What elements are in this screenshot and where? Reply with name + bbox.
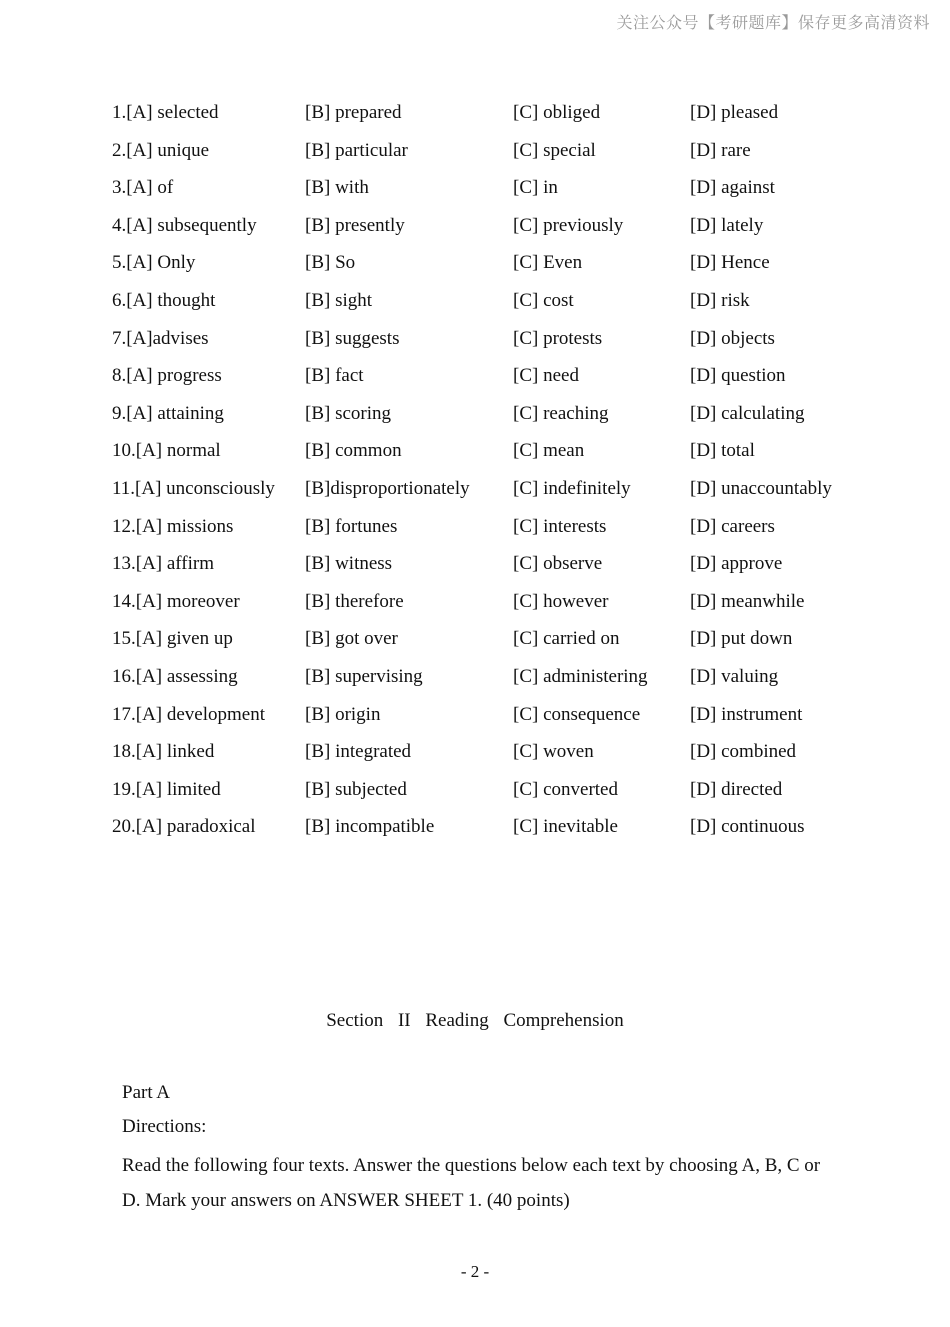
option-row-17 bbox=[112, 700, 872, 738]
option-c: [C] however bbox=[513, 590, 609, 612]
option-c: [C] in bbox=[513, 177, 558, 199]
option-row-16 bbox=[112, 662, 872, 700]
option-a: 8.[A] progress bbox=[112, 365, 222, 387]
option-c: [C] reaching bbox=[513, 402, 609, 424]
option-a: 19.[A] limited bbox=[112, 778, 221, 800]
option-c: [C] mean bbox=[513, 440, 585, 462]
option-row-15 bbox=[112, 624, 872, 662]
watermark-text: 关注公众号【考研题库】保存更多高清资料 bbox=[616, 13, 930, 32]
option-c: [C] indefinitely bbox=[513, 477, 631, 499]
option-b: [B] So bbox=[305, 252, 356, 274]
option-row-7 bbox=[112, 324, 872, 362]
option-b: [B] presently bbox=[305, 214, 405, 236]
option-b: [B] origin bbox=[305, 703, 381, 725]
option-b: [B] integrated bbox=[305, 741, 412, 763]
option-c: [C] Even bbox=[513, 252, 583, 274]
option-row-10 bbox=[112, 436, 872, 474]
option-d: [D] rare bbox=[690, 139, 751, 161]
option-c: [C] carried on bbox=[513, 628, 620, 650]
option-d: [D] Hence bbox=[690, 252, 770, 274]
option-a: 9.[A] attaining bbox=[112, 402, 224, 424]
option-row-6 bbox=[112, 286, 872, 324]
option-d: [D] risk bbox=[690, 289, 750, 311]
option-d: [D] continuous bbox=[690, 816, 805, 838]
option-row-20 bbox=[112, 812, 872, 850]
option-d: [D] unaccountably bbox=[690, 477, 832, 499]
option-row-4 bbox=[112, 211, 872, 249]
options-table bbox=[112, 98, 872, 850]
instructions-paragraph: Read the following four texts. Answer the questions below each text by choosing A, B, C or D. Mark your answers on ANSWER SHEET 1. (40 points) bbox=[122, 1155, 821, 1211]
option-d: [D] total bbox=[690, 440, 755, 462]
option-row-2 bbox=[112, 136, 872, 174]
option-d: [D] combined bbox=[690, 741, 797, 763]
option-c: [C] consequence bbox=[513, 703, 641, 725]
option-row-19 bbox=[112, 775, 872, 813]
option-row-14 bbox=[112, 587, 872, 625]
option-a: 20.[A] paradoxical bbox=[112, 816, 256, 838]
option-b: [B] supervising bbox=[305, 665, 423, 687]
option-d: [D] directed bbox=[690, 778, 783, 800]
option-d: [D] put down bbox=[690, 628, 793, 650]
option-a: 10.[A] normal bbox=[112, 440, 221, 462]
option-d: [D] objects bbox=[690, 327, 775, 349]
option-d: [D] question bbox=[690, 365, 786, 387]
option-b: [B] common bbox=[305, 440, 402, 462]
option-b: [B]disproportionately bbox=[305, 477, 470, 499]
option-row-5 bbox=[112, 248, 872, 286]
option-a: 5.[A] Only bbox=[112, 252, 196, 274]
option-a: 14.[A] moreover bbox=[112, 590, 240, 612]
option-a: 1.[A] selected bbox=[112, 102, 219, 123]
option-a: 18.[A] linked bbox=[112, 741, 215, 763]
part-heading: Part A bbox=[122, 1082, 171, 1103]
option-b: [B] fact bbox=[305, 365, 364, 387]
option-c: [C] cost bbox=[513, 289, 574, 311]
option-b: [B] witness bbox=[305, 553, 393, 575]
option-a: 12.[A] missions bbox=[112, 515, 234, 537]
option-a: 4.[A] subsequently bbox=[112, 214, 257, 236]
option-b: [B] fortunes bbox=[305, 515, 398, 537]
directions-label: Directions: bbox=[122, 1116, 207, 1137]
option-b: [B] incompatible bbox=[305, 816, 435, 838]
option-d: [D] valuing bbox=[690, 665, 779, 687]
option-row-12 bbox=[112, 512, 872, 550]
option-c: [C] inevitable bbox=[513, 816, 618, 838]
option-row-8 bbox=[112, 361, 872, 399]
option-a: 17.[A] development bbox=[112, 703, 266, 725]
option-b: [B] particular bbox=[305, 139, 408, 161]
option-b: [B] got over bbox=[305, 628, 398, 650]
option-a: 15.[A] given up bbox=[112, 628, 233, 650]
option-b: [B] subjected bbox=[305, 778, 407, 800]
option-row-18 bbox=[112, 737, 872, 775]
option-c: [C] converted bbox=[513, 778, 618, 800]
option-c: [C] obliged bbox=[513, 102, 601, 123]
option-row-3 bbox=[112, 173, 872, 211]
option-c: [C] protests bbox=[513, 327, 603, 349]
option-c: [C] woven bbox=[513, 741, 594, 763]
option-c: [C] interests bbox=[513, 515, 607, 537]
option-c: [C] administering bbox=[513, 665, 648, 687]
option-d: [D] lately bbox=[690, 214, 764, 236]
option-a: 6.[A] thought bbox=[112, 289, 216, 311]
option-b: [B] prepared bbox=[305, 102, 402, 123]
option-a: 3.[A] of bbox=[112, 177, 174, 199]
option-b: [B] therefore bbox=[305, 590, 404, 612]
option-c: [C] special bbox=[513, 139, 596, 161]
option-a: 13.[A] affirm bbox=[112, 553, 215, 575]
option-row-9 bbox=[112, 399, 872, 437]
option-d: [D] instrument bbox=[690, 703, 803, 725]
option-d: [D] careers bbox=[690, 515, 775, 537]
option-b: [B] scoring bbox=[305, 402, 392, 424]
option-d: [D] pleased bbox=[690, 102, 779, 123]
option-d: [D] meanwhile bbox=[690, 590, 805, 612]
option-d: [D] calculating bbox=[690, 402, 805, 424]
option-c: [C] previously bbox=[513, 214, 624, 236]
option-b: [B] with bbox=[305, 177, 369, 199]
option-a: 2.[A] unique bbox=[112, 139, 210, 161]
section-title: Section II Reading Comprehension bbox=[326, 1010, 624, 1031]
option-a: 7.[A]advises bbox=[112, 327, 209, 349]
option-d: [D] against bbox=[690, 177, 775, 199]
option-c: [C] observe bbox=[513, 553, 603, 575]
option-b: [B] suggests bbox=[305, 327, 400, 349]
option-a: 16.[A] assessing bbox=[112, 665, 238, 687]
option-row-11 bbox=[112, 474, 872, 512]
option-row-13 bbox=[112, 549, 872, 587]
option-d: [D] approve bbox=[690, 553, 783, 575]
option-a: 11.[A] unconsciously bbox=[112, 477, 275, 499]
option-b: [B] sight bbox=[305, 289, 373, 311]
page-number: - 2 - bbox=[460, 1262, 490, 1281]
option-c: [C] need bbox=[513, 365, 579, 387]
option-row-1 bbox=[112, 98, 872, 136]
